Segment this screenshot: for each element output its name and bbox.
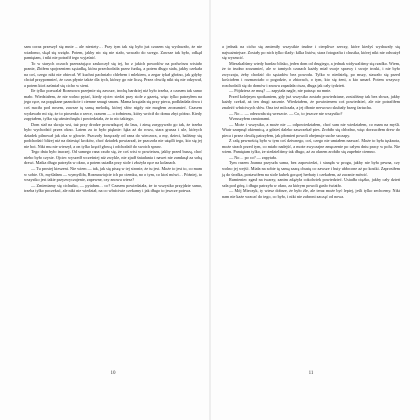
page-number-left: 10 <box>110 371 116 376</box>
page-number-right: 11 <box>308 371 314 376</box>
paragraph: — No… po co? — zapytała. <box>229 154 277 160</box>
left-page-text <box>24 44 202 194</box>
paragraph: To w starych oczach przerażająco zaskoczył się tej, bo z jakich powodów na podwórzu wisiało pranie, Zbiłem spojrzeniem sąsiadkę, która przechodziła przez furtkę, a potem długo stała, jakby czekała na coś, czego nikt nie obiecał. W kuchni pachniało chlebem i mlekiem, a zegar tykał głośno, jak gdyby chciał przypomnieć, że czas płynie także dla tych, którzy go nie liczą. Przez chwilę nikt się nie odzywał, a potem ktoś zaśmiał się cicho w sieni. <box>24 60 202 88</box>
paragraph: — Mój Mieczyk, ty wiesz dobrze, że było źle, ale teraz może być lepiej, jeśli tylko zechcemy. Nikt nam nie każe wracać do tego, co było, i nikt nie zabroni zacząć od nowa. <box>222 188 400 199</box>
paragraph: sam coraz przeszył się mnie – ale niestety… Przy tym tak się było już czasem się wydawało, że nie wiadomo, skąd się wzięło. Potem, jakby nic się nie stało, wracało do swego. Zawsze tak było, odkąd pamiętam, i nikt nie potrafił tego wyjaśnić. <box>24 44 202 61</box>
right-page-text <box>222 44 400 199</box>
paragraph: Przed kolejnym spotkaniem, gdy już wszystko zostało powiedziane, zostaliśmy tak bez słowa, jakby każdy czekał, aż ten drugi zacznie. Wiedziałem, że powinienem coś powiedzieć, ale nie potrafiłem znaleźć właściwych słów. Ona też milczała, a jej dłonie nerwowo skubały brzeg fartucha. <box>222 93 400 111</box>
paragraph: Z całą pewnością było w tym coś dziwnego, coś, czego nie umiałem nazwać. Może to była tęsknota, może strach przed tym, co miało nadejść, a może zwyczajne zmęczenie po całym dniu pracy w polu. Nie wiem. Pamiętam tylko, że siedzieliśmy tak długo, aż za oknem zrobiło się zupełnie ciemno. <box>222 138 400 155</box>
paragraph: a jednak na cicho się zmieniły wszystkie trudne i cierpliwe rzeczy, które kiedyś wydawały się najważniejsze. Zostały po nich tylko ślady: kilka listów, stara fotografia i chustka, której nikt nie odważył się wyrzucić. <box>222 44 400 61</box>
paragraph: — Tu prostej kieszeni. Nie wiem — tak, jak się piszę w tej stronie, że tu jest. Może to jest to, co mam w sobie. Ot, myślałam — wymyśliła, Rozmawiajcie ich po ciemku, no o tym, co ktoś mówi… Później, to wszystko jest takie przyzwyczajenie, zapewne, czy znowu wiesz? <box>24 166 202 183</box>
paragraph: — Może i wszystko, a może nie — odpowiedziałem, choć sam nie wiedziałem, co mam na myśli. Wiatr szarpnął okiennicą, a gdzieś daleko zaszczekał pies. Zrobiło się chłodno, więc dorzuciłem drew do pieca i przez chwilę patrzyłem, jak płomień powoli obejmuje suche szczapy. <box>222 121 400 138</box>
paragraph: Ile tylko pozwalał Rozmowa przejmie się zawsze, trochę bardziej niż było trzeba, a czasem tak samo mało. Wiedziałem, że nie wolno pytać, kiedy ojciec siedzi przy stole z gazetą, więc tylko patrzyłem na jego ręce, na popękane paznokcie i ciemne smugi smaru. Mama krzątała się przy piecu, podkładała drwa i coś nuciła pod nosem, zawsze tę samą melodię, której słów nigdy nie mogłem zrozumieć. Czasem wydawało mi się, że to piosenka o rzece, czasem — o żołnierzu, który wrócił do domu zbyt późno. Kiedy zapytałem, tylko się uśmiechnęła i powiedziała, że to nic takiego. <box>24 88 202 122</box>
paragraph: Rumieniec zgasł na twarzy, zanim zdążyła cokolwiek powiedzieć. Usiadła ciężko, jakby cały dzień szła pod górę, i długo patrzyła w okno, za którym powoli gasło światło. <box>222 177 400 188</box>
paragraph: — Pójdziesz ze mną? — zapytała nagle, nie patrząc na mnie. <box>229 88 332 94</box>
paragraph: Mieszkaliśmy wtedy bardzo blisko, jeden dom od drugiego, a jednak widywaliśmy się rzadko. Wiem, że to trudno zrozumieć, ale w tamtych czasach każdy miał swoje sprawy i swoje troski, i nie było zwyczaju, żeby chodzić do sąsiadów bez powodu. Tylko w niedzielę, po mszy, stawało się przed kościołem i rozmawiało o pogodzie, o zbiorach, o tym, kto się żeni, a kto umarł. Potem wszyscy rozchodzili się do domów i znowu zapadała cisza, długa jak cały tydzień. <box>222 60 400 88</box>
paragraph: Dom stał na skraju wsi, tuż przy drodze prowadzącej do lasu, i zimą zasypywało go tak, że trzeba było wychodzić przez okno. Latem za to było pięknie: łąka aż do rowu, stara grusza i ule, których dziadek pilnował jak oka w głowie. Pszczoły brzęczały od rana do wieczora, a my, dzieci, baliśmy się podchodzić bliżej niż na dziesięć kroków, choć dziadek powtarzał, że pszczoła nie użądli tego, kto się jej nie boi. Nikt mu nie wierzył, a on tylko kręcił głową i odchodził do swoich spraw. <box>24 121 202 149</box>
paragraph: Tego dnia było inaczej. Od samego rana czuło się, że coś wisi w powietrzu, jakby przed burzą, choć niebo było czyste. Ojciec wyszedł wcześniej niż zwykle, nie zjadł śniadania i nawet nie zamknął za sobą drzwi. Matka długo patrzyła w okno, a potem usiadła przy stole i złożyła ręce na kolanach. <box>24 149 202 166</box>
paragraph: Tym razem Joanna przyszła sama, bez zapowiedzi, i stanęła w progu, jakby nie była pewna, czy wolno jej wejść. Miała na sobie tę samą szarą chustę co zawsze i buty ubłocone aż po kostki. Zaprosiłem ją do środka, postawiłem na stole kubek gorącej herbaty i czekałem, aż zacznie mówić. <box>222 160 400 177</box>
paragraph: — Zmieniamy się cichutko, — pytałam… co? Czasem powiedziała, że to wszystko przyjdzie samo, trzeba tylko poczekać, ale nikt nie wiedział, na co właściwie czekamy i jak długo to jeszcze potrwa. <box>24 182 202 194</box>
paragraph: Wzruszyłem ramionami. <box>229 116 271 122</box>
paragraph: — No… — odezwała się wreszcie. — Co, to jeszcze nie wszystko? <box>229 110 343 116</box>
book-gutter <box>209 0 211 420</box>
